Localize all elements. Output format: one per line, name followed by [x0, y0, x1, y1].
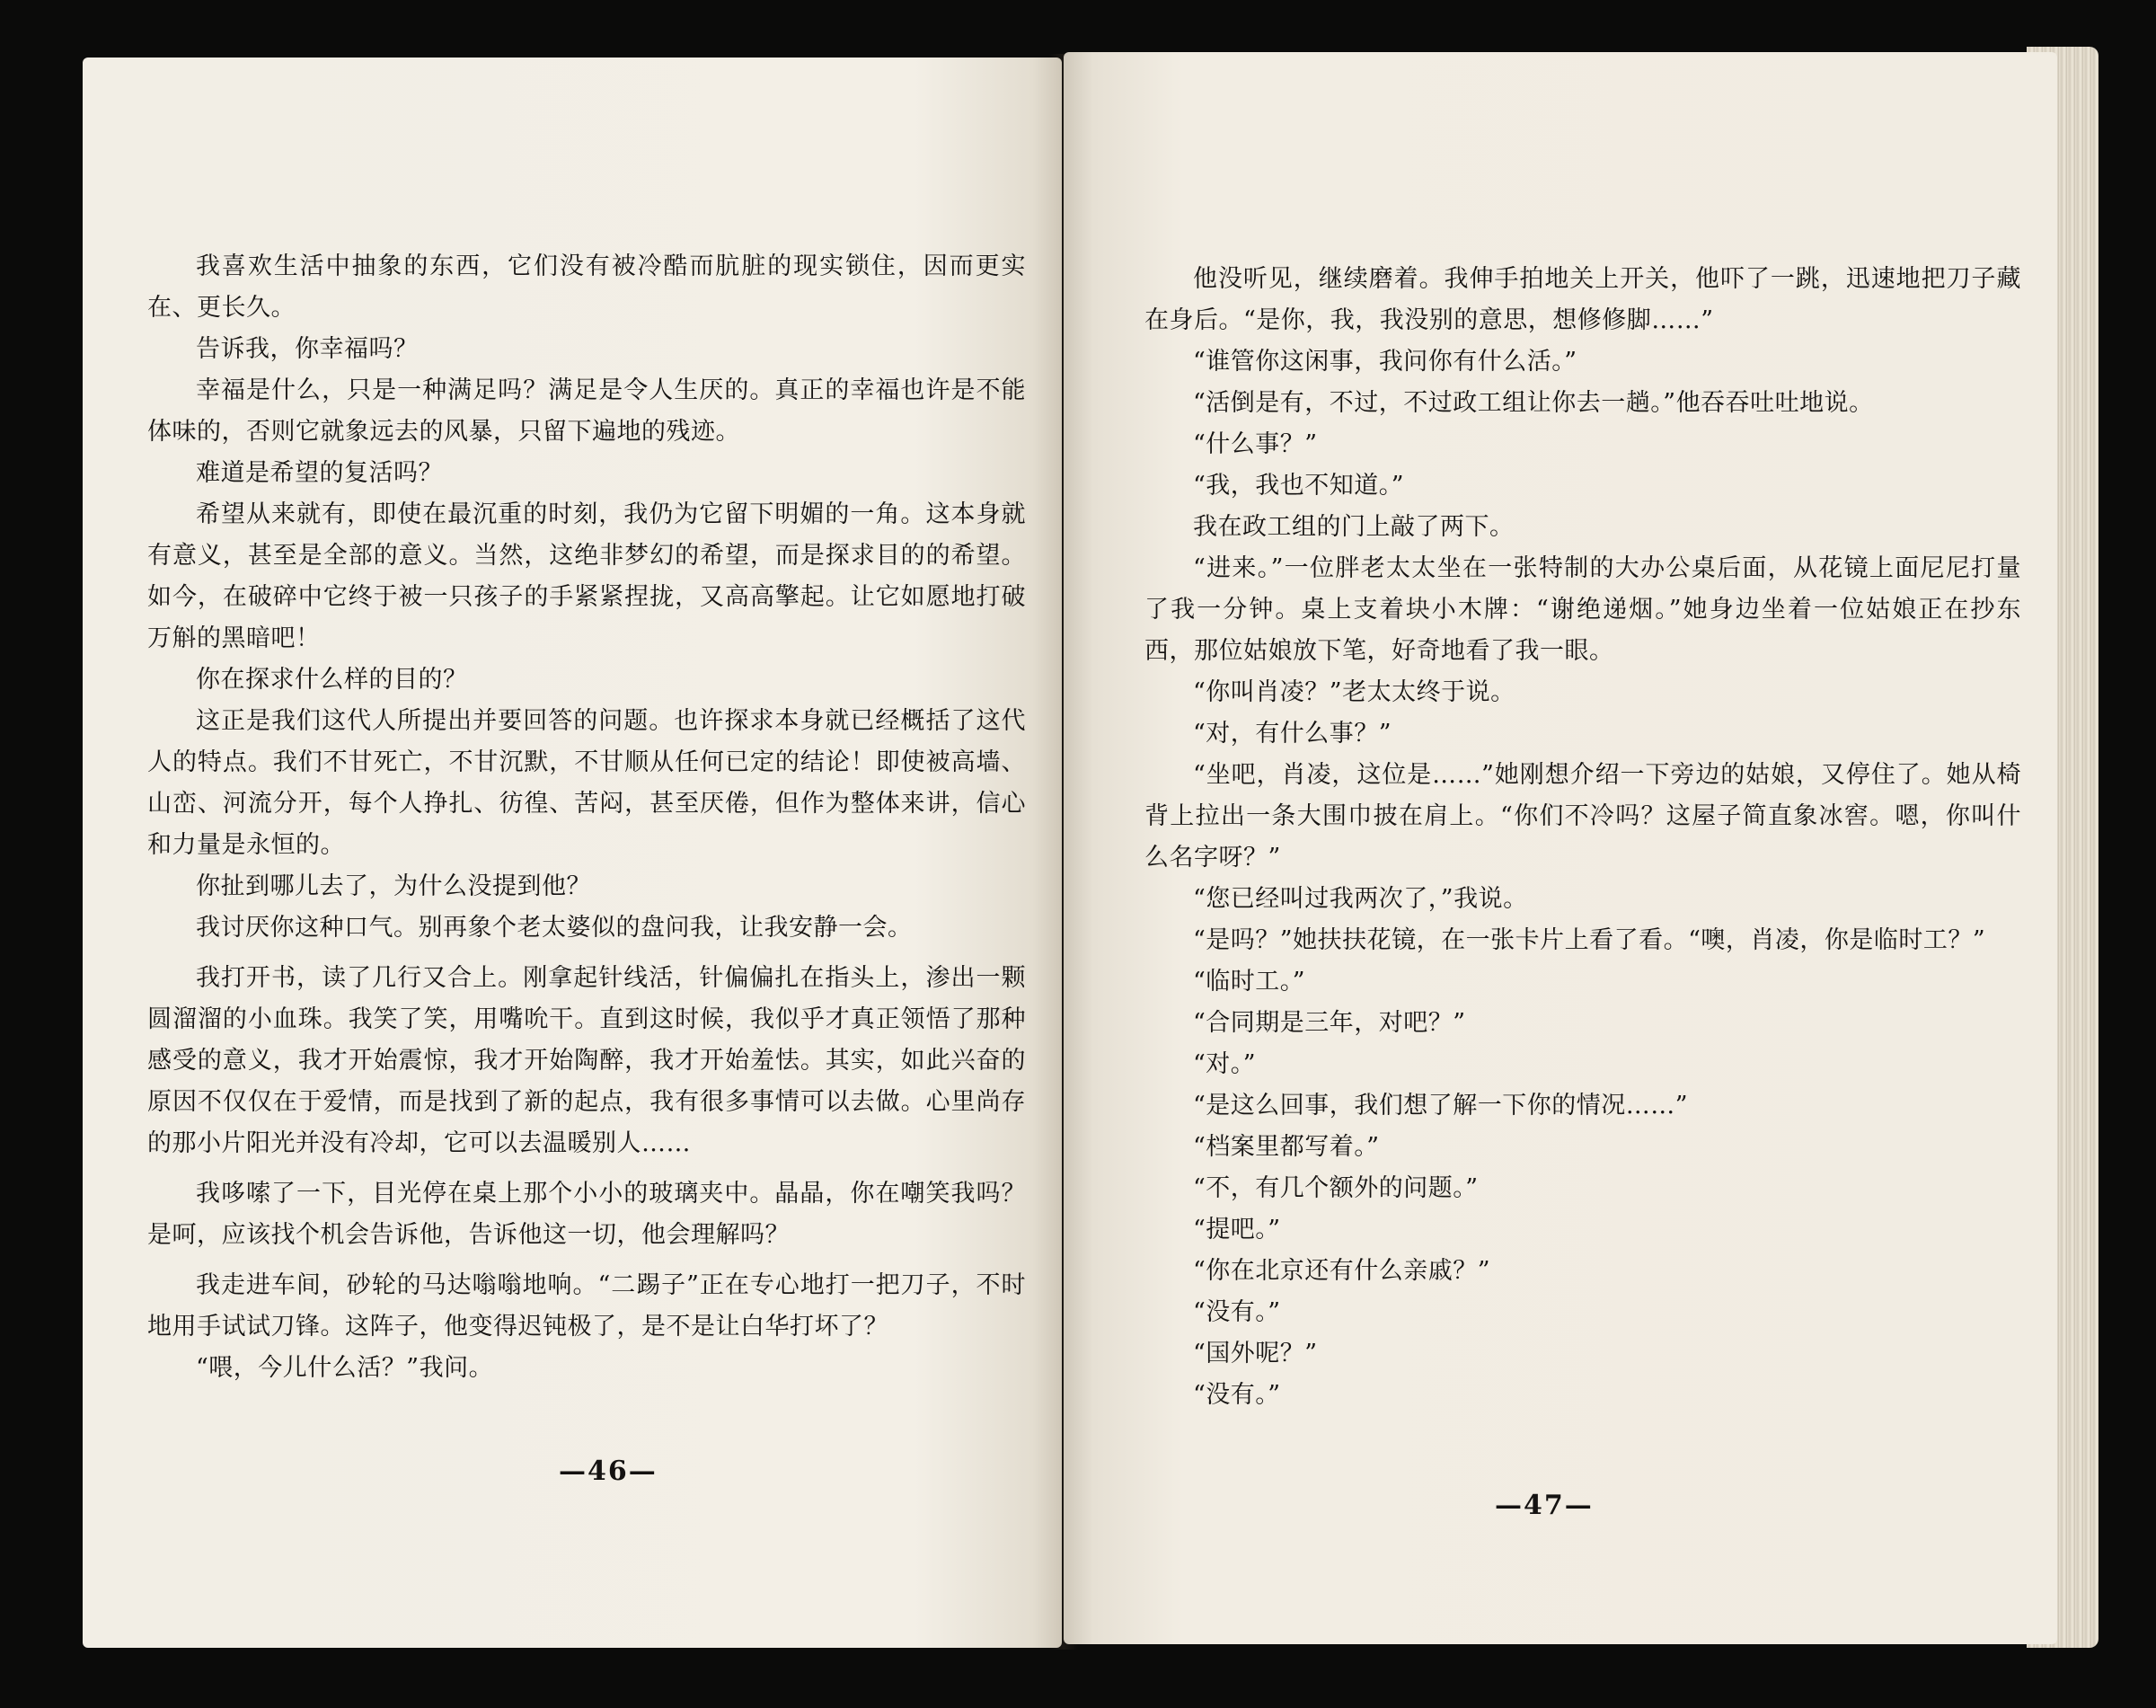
paragraph: “档案里都写着。”	[1193, 1133, 1380, 1161]
right-page	[1064, 52, 2057, 1644]
paragraph: “我，我也不知道。”	[1193, 472, 1405, 500]
paragraph: “对，有什么事？”	[1193, 720, 1392, 748]
paragraph: 我哆嗦了一下，目光停在桌上那个小小的玻璃夹中。晶晶，你在嘲笑我吗？是呵，应该找个机会告诉他，告诉他这一切，他会理解吗？	[147, 1180, 1026, 1249]
right-page-text	[1144, 259, 2021, 1416]
left-page-text	[147, 246, 1026, 1389]
paragraph: 告诉我，你幸福吗？	[196, 335, 419, 363]
paragraph: 你扯到哪儿去了，为什么没提到他？	[196, 872, 591, 900]
paragraph: 你在探求什么样的目的？	[196, 666, 468, 694]
paragraph: 这正是我们这代人所提出并要回答的问题。也许探求本身就已经概括了这代人的特点。我们不甘死亡，不甘沉默，不甘顺从任何已定的结论！即使被高墙、山峦、河流分开，每个人挣扎、彷徨、苦闷，甚至厌倦，但作为整体来讲，信心和力量是永恒的。	[147, 707, 1026, 859]
paragraph: “什么事？”	[1193, 430, 1318, 458]
paragraph: 希望从来就有，即使在最沉重的时刻，我仍为它留下明媚的一角。这本身就有意义，甚至是全部的意义。当然，这绝非梦幻的希望，而是探求目的的希望。如今，在破碎中它终于被一只孩子的手紧紧捏拢，又高高擎起。让它如愿地打破万斛的黑暗吧！	[147, 500, 1026, 652]
paragraph: 我讨厌你这种口气。别再象个老太婆似的盘问我，让我安静一会。	[196, 914, 913, 942]
paragraph: “谁管你这闲事，我问你有什么活。”	[1193, 348, 1577, 376]
paragraph: “对。”	[1193, 1050, 1257, 1078]
paragraph: “活倒是有，不过，不过政工组让你去一趟。”他吞吞吐吐地说。	[1193, 389, 1874, 417]
paragraph: “合同期是三年，对吧？”	[1193, 1009, 1466, 1037]
paragraph: 我在政工组的门上敲了两下。	[1193, 513, 1515, 541]
page-number: —46—	[559, 1456, 658, 1487]
paragraph: “喂，今儿什么活？”我问。	[196, 1354, 494, 1382]
paragraph: 我走进车间，砂轮的马达嗡嗡地响。“二踢子”正在专心地打一把刀子，不时地用手试试刀锋。这阵子，他变得迟钝极了，是不是让白华打坏了？	[147, 1271, 1026, 1341]
paragraph: “坐吧，肖凌，这位是……”她刚想介绍一下旁边的姑娘，又停住了。她从椅背上拉出一条大围巾披在肩上。“你们不冷吗？这屋子简直象冰窖。嗯，你叫什么名字呀？”	[1144, 761, 2021, 872]
paragraph: “临时工。”	[1193, 968, 1306, 996]
paragraph: “您已经叫过我两次了，”我说。	[1193, 885, 1528, 913]
left-page	[83, 58, 1062, 1648]
paragraph: “是这么回事，我们想了解一下你的情况……”	[1193, 1092, 1689, 1119]
paragraph: 他没听见，继续磨着。我伸手拍地关上开关，他吓了一跳，迅速地把刀子藏在身后。“是你，我，我没别的意思，想修修脚……”	[1144, 265, 2021, 334]
paragraph: 幸福是什么，只是一种满足吗？满足是令人生厌的。真正的幸福也许是不能体味的，否则它就象远去的风暴，只留下遍地的残迹。	[147, 376, 1026, 446]
paragraph: 难道是希望的复活吗？	[196, 459, 443, 487]
paragraph: 我喜欢生活中抽象的东西，它们没有被冷酷而肮脏的现实锁住，因而更实在、更长久。	[147, 252, 1026, 322]
paragraph: “你叫肖凌？”老太太终于说。	[1193, 678, 1515, 706]
paragraph: “没有。”	[1193, 1298, 1281, 1326]
paragraph: “不，有几个额外的问题。”	[1193, 1174, 1479, 1202]
paragraph: “国外呢？”	[1193, 1340, 1318, 1367]
page-number: —47—	[1495, 1490, 1594, 1521]
paragraph: 我打开书，读了几行又合上。刚拿起针线活，针偏偏扎在指头上，渗出一颗圆溜溜的小血珠。我笑了笑，用嘴吮干。直到这时候，我似乎才真正领悟了那种感受的意义，我才开始震惊，我才开始陶醉，我才开始羞怯。其实，如此兴奋的原因不仅仅在于爱情，而是找到了新的起点，我有很多事情可以去做。心里尚存的那小片阳光并没有冷却，它可以去温暖别人……	[147, 964, 1026, 1157]
paragraph: “进来。”一位胖老太太坐在一张特制的大办公桌后面，从花镜上面尼尼打量了我一分钟。桌上支着块小木牌：“谢绝递烟。”她身边坐着一位姑娘正在抄东西，那位姑娘放下笔，好奇地看了我一眼。	[1144, 554, 2021, 665]
paragraph: “没有。”	[1193, 1381, 1281, 1409]
paragraph: “是吗？”她扶扶花镜，在一张卡片上看了看。“噢，肖凌，你是临时工？”	[1193, 926, 1986, 954]
paragraph: “提吧。”	[1193, 1216, 1281, 1243]
paragraph: “你在北京还有什么亲戚？”	[1193, 1257, 1491, 1285]
